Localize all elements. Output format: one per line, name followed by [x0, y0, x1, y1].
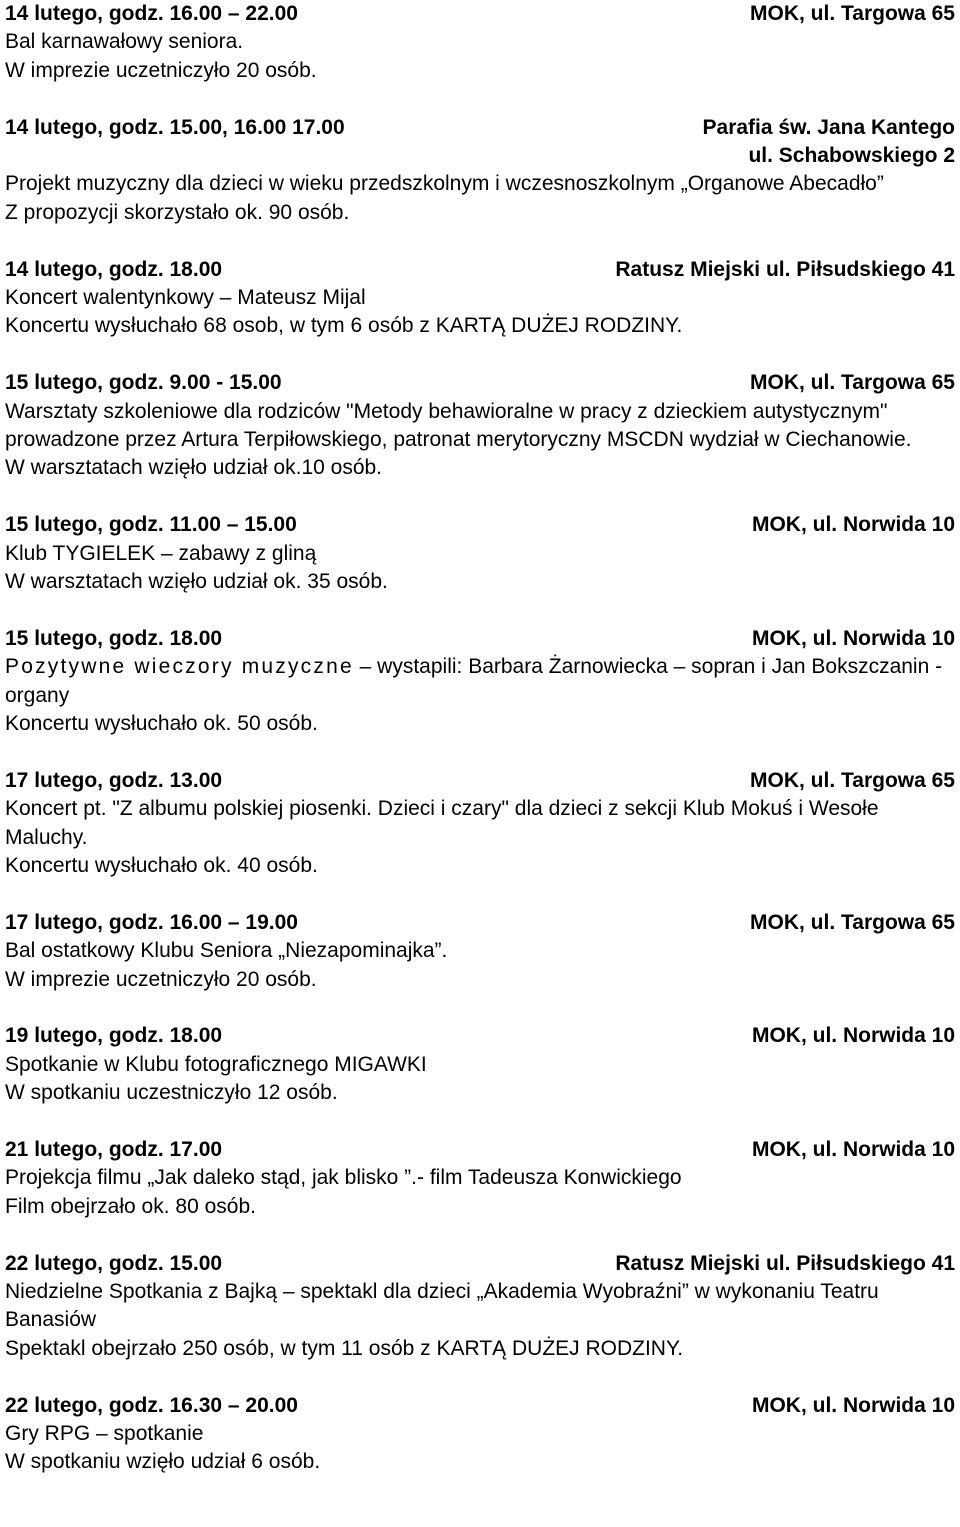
- event-attendance: Spektakl obejrzało 250 osób, w tym 11 osób z KARTĄ DUŻEJ RODZINY.: [5, 1336, 684, 1360]
- event-entry: [5, 369, 955, 483]
- event-entry: [5, 909, 955, 994]
- event-attendance: W spotkaniu wzięło udział 6 osób.: [5, 1450, 321, 1474]
- event-entry: [5, 256, 955, 341]
- event-date: 15 lutego, godz. 11.00 – 15.00: [5, 513, 297, 537]
- event-attendance: Z propozycji skorzystało ok. 90 osób.: [5, 200, 350, 224]
- event-header: [5, 1392, 955, 1420]
- event-entry: [5, 511, 955, 596]
- event-header: [5, 369, 955, 397]
- event-place: MOK, ul. Targowa 65: [750, 371, 955, 395]
- event-attendance: W imprezie uczetniczyło 20 osób.: [5, 967, 317, 991]
- event-header: [5, 1022, 955, 1050]
- event-date: 22 lutego, godz. 15.00: [5, 1251, 223, 1275]
- event-place: MOK, ul. Norwida 10: [751, 1024, 955, 1048]
- event-description: Projekt muzyczny dla dzieci w wieku przedszkolnym i wczesnoszkolnym „Organowe Abecadło”: [5, 172, 884, 196]
- event-description: Koncert walentynkowy – Mateusz Mijal: [5, 285, 366, 309]
- event-attendance: Koncertu wysłuchało 68 osob, w tym 6 osób z KARTĄ DUŻEJ RODZINY.: [5, 314, 683, 338]
- event-header: [5, 1250, 955, 1278]
- event-entry: [5, 1392, 955, 1477]
- event-description: Spotkanie w Klubu fotograficznego MIGAWKI: [5, 1052, 427, 1076]
- event-description: Niedzielne Spotkania z Bajką – spektakl dla dzieci „Akademia Wyobraźni” w wykonaniu Teatru Banasiów: [5, 1279, 879, 1332]
- event-entry: [5, 0, 955, 85]
- event-description: Warsztaty szkoleniowe dla rodziców "Metody behawioralne w pracy z dzieckiem autystycznym" prowadzone przez Artura Terpiłowskiego, patronat merytoryczny MSCDN wydział w Ciechanowie.: [5, 399, 912, 451]
- event-place: MOK, ul. Norwida 10: [751, 1137, 955, 1161]
- event-date: 19 lutego, godz. 18.00: [5, 1024, 223, 1048]
- event-entry: [5, 625, 955, 739]
- event-date: 15 lutego, godz. 18.00: [5, 626, 223, 650]
- event-title-spaced: Pozytywne wieczory muzyczne: [5, 655, 354, 679]
- event-date: 17 lutego, godz. 13.00: [5, 768, 223, 792]
- event-description: [5, 653, 955, 710]
- event-date: 17 lutego, godz. 16.00 – 19.00: [5, 910, 298, 934]
- event-place-line: ul. Schabowskiego 2: [748, 144, 955, 167]
- event-header: [5, 256, 955, 284]
- event-entry: [5, 767, 955, 881]
- event-description: Projekcja filmu „Jak daleko stąd, jak blisko ”.- film Tadeusza Konwickiego: [5, 1166, 682, 1190]
- event-entry: [5, 114, 955, 228]
- event-header: [5, 625, 955, 653]
- event-date: 15 lutego, godz. 9.00 - 15.00: [5, 371, 282, 395]
- event-entry: [5, 1022, 955, 1107]
- event-header: [5, 767, 955, 795]
- event-attendance: Koncertu wysłuchało ok. 40 osób.: [5, 853, 318, 877]
- event-place: Ratusz Miejski ul. Piłsudskiego 41: [615, 1251, 955, 1275]
- event-place: MOK, ul. Norwida 10: [751, 513, 955, 537]
- event-place: MOK, ul. Targowa 65: [750, 768, 955, 792]
- event-place: [703, 114, 955, 171]
- event-description: Bal karnawałowy seniora.: [5, 30, 244, 54]
- event-place: MOK, ul. Targowa 65: [750, 910, 955, 934]
- event-place: MOK, ul. Norwida 10: [751, 626, 955, 650]
- event-header: [5, 1136, 955, 1164]
- event-place: Ratusz Miejski ul. Piłsudskiego 41: [615, 257, 955, 281]
- event-header: [5, 909, 955, 937]
- event-attendance: W spotkaniu uczestniczyło 12 osób.: [5, 1081, 338, 1105]
- event-report-page: [5, 0, 955, 1505]
- event-entry: [5, 1250, 955, 1364]
- event-attendance: W imprezie uczetniczyło 20 osób.: [5, 58, 317, 82]
- event-attendance: W warsztatach wzięło udział ok. 35 osób.: [5, 569, 388, 593]
- event-attendance: W warsztatach wzięło udział ok.10 osób.: [5, 456, 383, 480]
- event-date: 14 lutego, godz. 16.00 – 22.00: [5, 2, 298, 25]
- event-date: 22 lutego, godz. 16.30 – 20.00: [5, 1393, 298, 1417]
- event-header: [5, 511, 955, 539]
- event-date: 14 lutego, godz. 18.00: [5, 257, 223, 281]
- event-place-line: Parafia św. Jana Kantego: [702, 115, 955, 139]
- event-date: 21 lutego, godz. 17.00: [5, 1137, 223, 1161]
- event-description: Klub TYGIELEK – zabawy z gliną: [5, 541, 317, 565]
- event-title-rest: – wystapili: Barbara Żarnowiecka – sopran i Jan Bokszczanin - organy: [5, 655, 943, 707]
- event-description: Gry RPG – spotkanie: [5, 1421, 204, 1445]
- event-header: [5, 0, 955, 28]
- event-attendance: Koncertu wysłuchało ok. 50 osób.: [5, 711, 318, 735]
- event-date: 14 lutego, godz. 15.00, 16.00 17.00: [5, 115, 345, 139]
- event-header: [5, 114, 955, 171]
- event-description: Koncert pt. "Z albumu polskiej piosenki. Dzieci i czary" dla dzieci z sekcji Klub Mokuś i Wesołe Maluchy.: [5, 797, 879, 849]
- event-place: MOK, ul. Norwida 10: [751, 1393, 955, 1417]
- event-entry: [5, 1136, 955, 1221]
- event-attendance: Film obejrzało ok. 80 osób.: [5, 1194, 256, 1218]
- event-place: MOK, ul. Targowa 65: [750, 2, 955, 25]
- event-description: Bal ostatkowy Klubu Seniora „Niezapominajka”.: [5, 939, 448, 963]
